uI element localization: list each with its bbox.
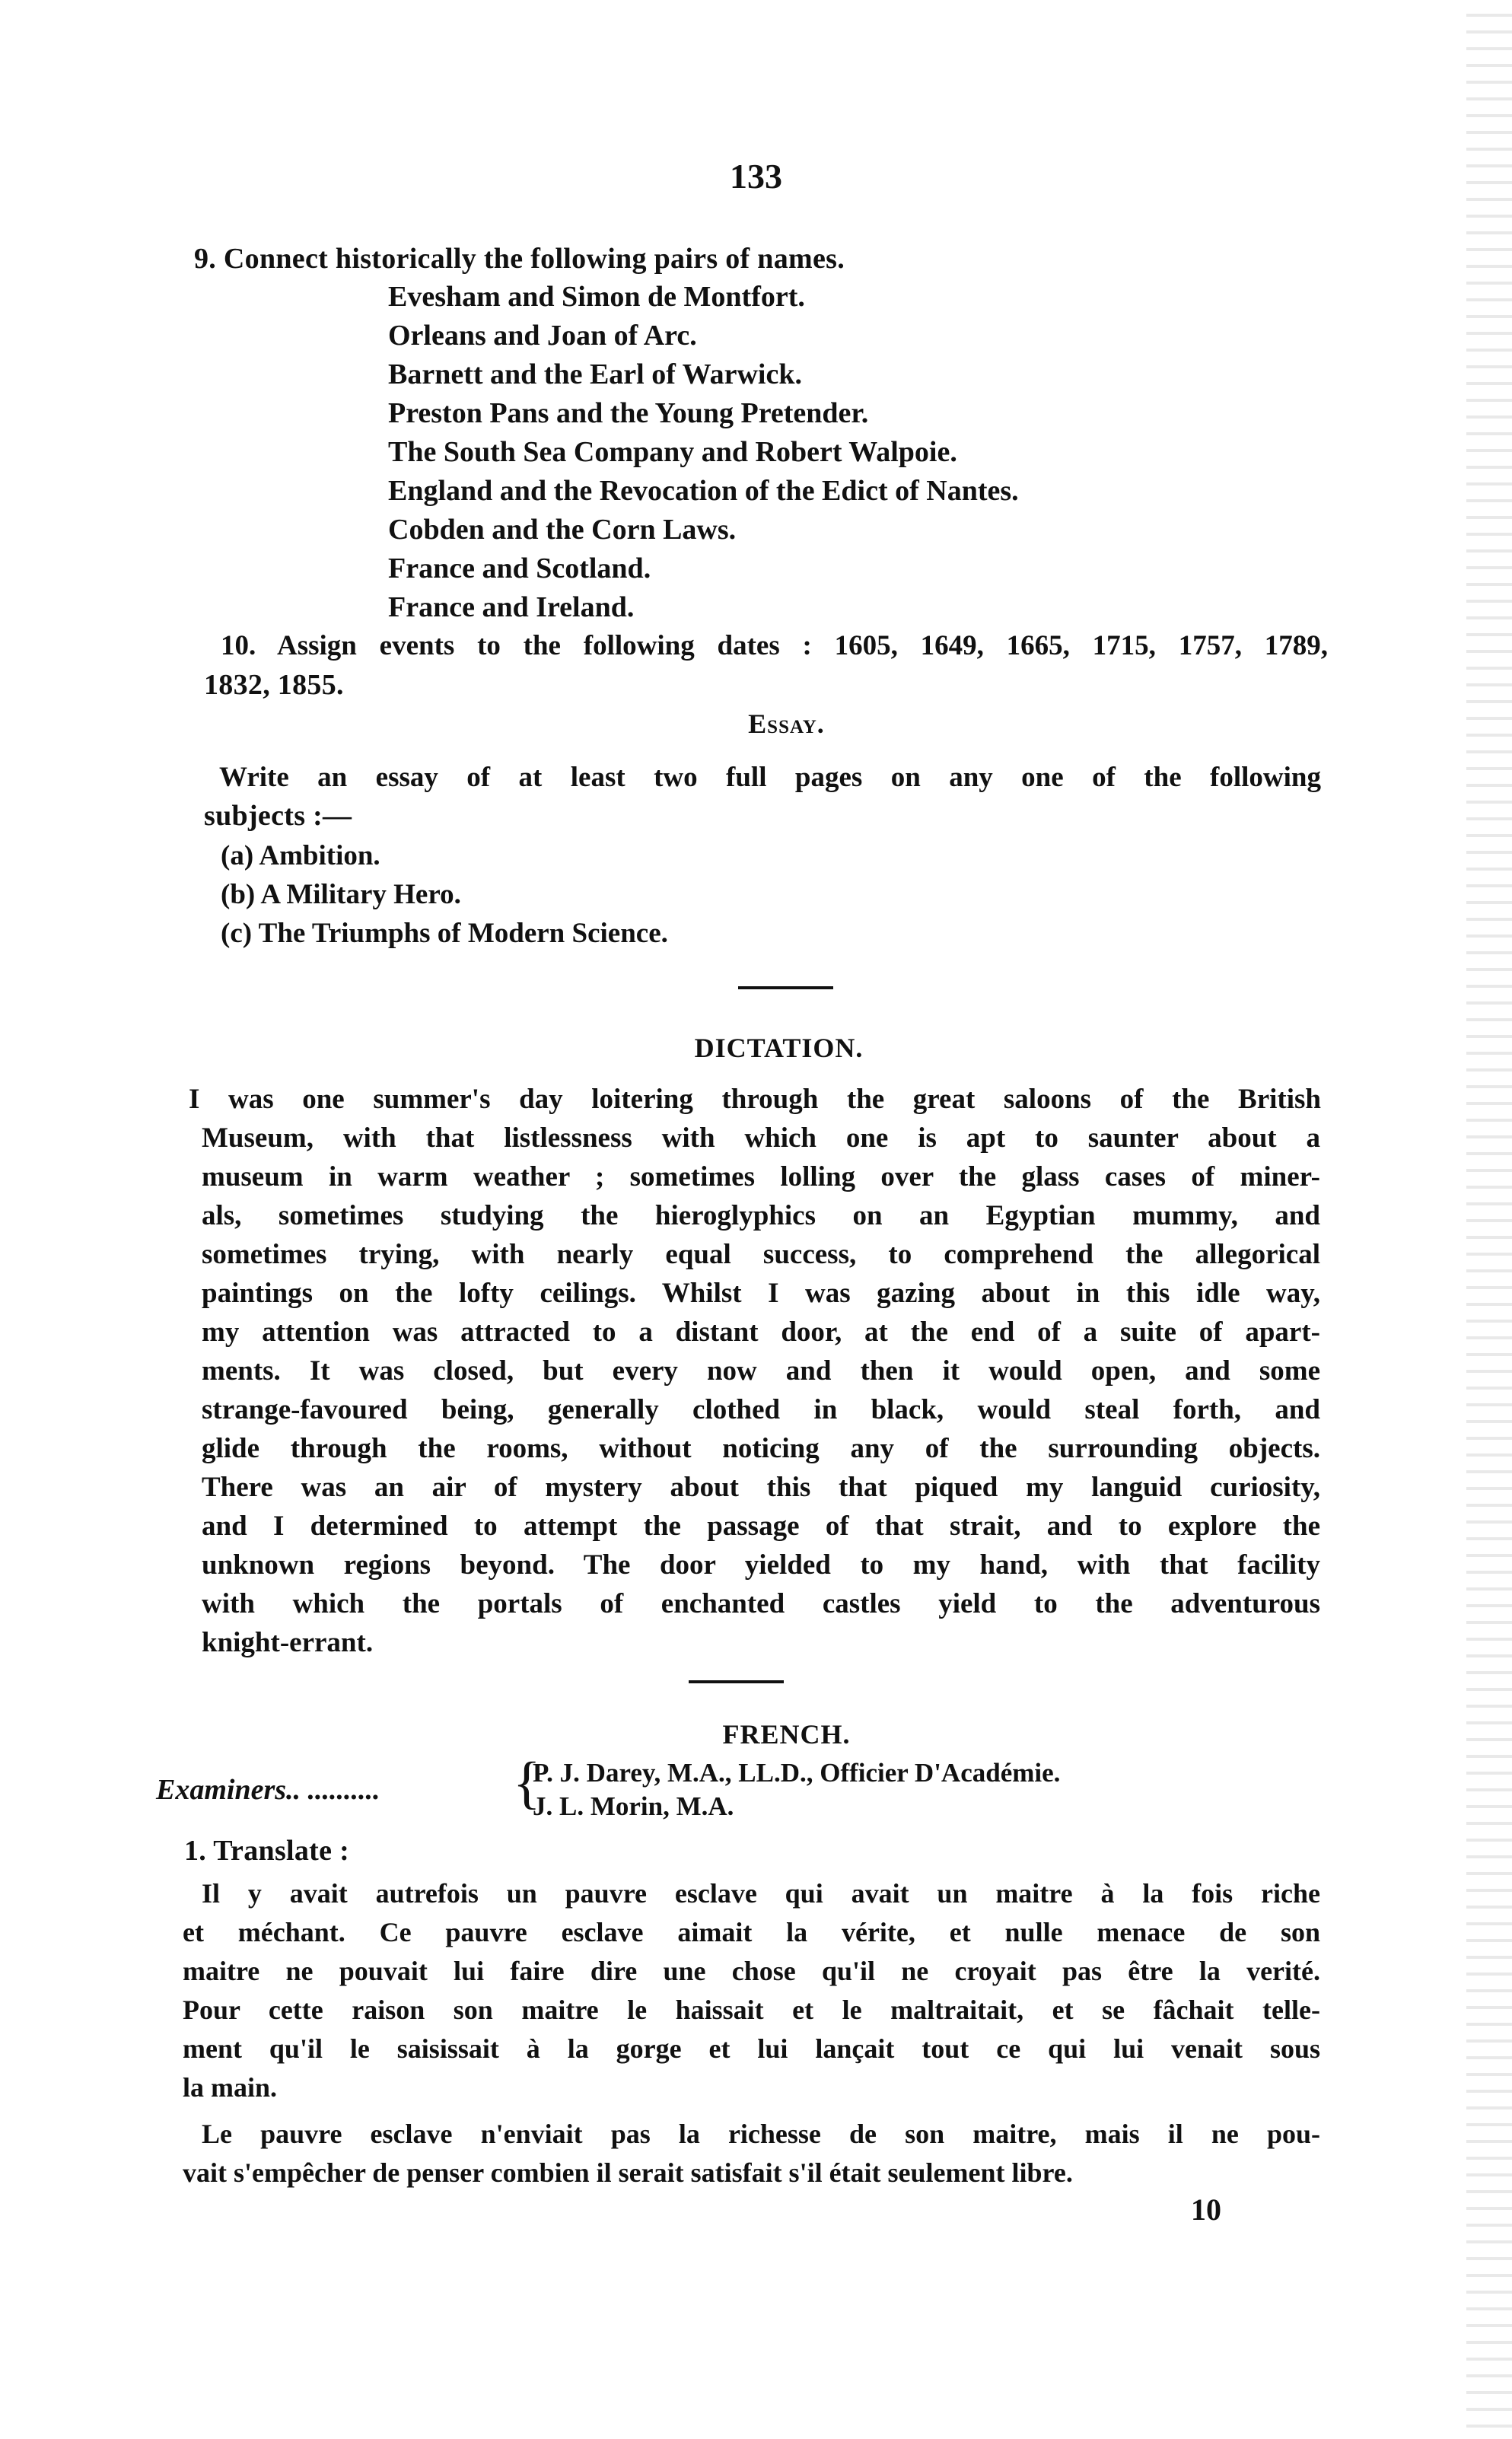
- pair-item: England and the Revocation of the Edict of Nantes.: [388, 475, 1019, 507]
- signature-mark: 10: [1191, 2192, 1221, 2227]
- pair-item: The South Sea Company and Robert Walpoie.: [388, 436, 957, 468]
- question-9-label: 9. Connect historically the following pairs of names.: [194, 243, 845, 275]
- dictation-line: my attention was attracted to a distant door, at the end of a suite of apart-: [202, 1317, 1320, 1348]
- dictation-line: strange-favoured being, generally clothed in black, would steal forth, and: [202, 1394, 1320, 1425]
- page-number: 133: [730, 157, 782, 196]
- examiner-name: J. L. Morin, M.A.: [533, 1791, 734, 1821]
- french-line: Il y avait autrefois un pauvre esclave qui avait un maitre à la fois riche: [202, 1878, 1320, 1909]
- dictation-line: unknown regions beyond. The door yielded to my hand, with that facility: [202, 1549, 1320, 1581]
- pair-item: Cobden and the Corn Laws.: [388, 514, 737, 546]
- dictation-line: sometimes trying, with nearly equal success, to comprehend the allegorical: [202, 1239, 1320, 1270]
- french-line: Pour cette raison son maitre le haissait et le maltraitait, et se fâchait telle-: [183, 1995, 1320, 2025]
- dictation-line: ments. It was closed, but every now and then it would open, and some: [202, 1355, 1320, 1387]
- question-10-line1: 10. Assign events to the following dates : 1605, 1649, 1665, 1715, 1757, 1789,: [221, 630, 1328, 661]
- french-line: ment qu'il le saisissait à la gorge et lui lançait tout ce qui lui venait sous: [183, 2033, 1320, 2064]
- section-divider: [689, 1680, 784, 1683]
- essay-subject: (a) Ambition.: [221, 840, 380, 871]
- pair-item: Evesham and Simon de Montfort.: [388, 281, 805, 313]
- essay-instruction-line1: Write an essay of at least two full pages on any one of the following: [219, 762, 1321, 793]
- french-line: la main.: [183, 2072, 278, 2103]
- dictation-line: paintings on the lofty ceilings. Whilst I was gazing about in this idle way,: [202, 1278, 1320, 1309]
- section-divider: [738, 986, 833, 989]
- dictation-line: I was one summer's day loitering through the great saloons of the British: [189, 1084, 1321, 1115]
- french-line: vait s'empêcher de penser combien il serait satisfait s'il était seulement libre.: [183, 2157, 1073, 2188]
- dictation-line: with which the portals of enchanted castles yield to the adventurous: [202, 1588, 1320, 1619]
- dictation-line: Museum, with that listlessness with which one is apt to saunter about a: [202, 1122, 1320, 1154]
- dictation-line: There was an air of mystery about this that piqued my languid curiosity,: [202, 1472, 1320, 1503]
- pair-item: Orleans and Joan of Arc.: [388, 320, 697, 352]
- dictation-line: glide through the rooms, without noticing any of the surrounding objects.: [202, 1433, 1320, 1464]
- brace-mark: {: [513, 1751, 541, 1815]
- french-line: et méchant. Ce pauvre esclave aimait la vérite, et nulle menace de son: [183, 1917, 1320, 1947]
- essay-subject: (b) A Military Hero.: [221, 879, 461, 910]
- dictation-line: als, sometimes studying the hieroglyphics on an Egyptian mummy, and: [202, 1200, 1320, 1231]
- translate-label: 1. Translate :: [184, 1835, 350, 1867]
- pair-item: France and Scotland.: [388, 552, 651, 584]
- pair-item: Preston Pans and the Young Pretender.: [388, 397, 869, 429]
- scan-edge-shadow: [1466, 0, 1512, 2439]
- examiner-name: P. J. Darey, M.A., LL.D., Officier D'Académie.: [533, 1758, 1061, 1788]
- french-line: Le pauvre esclave n'enviait pas la richesse de son maitre, mais il ne pou-: [202, 2119, 1320, 2149]
- dictation-heading: DICTATION.: [694, 1033, 864, 1063]
- french-heading: FRENCH.: [722, 1719, 851, 1750]
- dictation-line: and I determined to attempt the passage of that strait, and to explore the: [202, 1511, 1320, 1542]
- french-line: maitre ne pouvait lui faire dire une chose qu'il ne croyait pas être la verité.: [183, 1956, 1320, 1986]
- question-10-line2: 1832, 1855.: [204, 669, 344, 701]
- dictation-line: museum in warm weather ; sometimes lolling over the glass cases of miner-: [202, 1161, 1320, 1192]
- dictation-line: knight-errant.: [202, 1627, 374, 1658]
- examiners-label: Examiners.. ..........: [156, 1774, 380, 1806]
- pair-item: France and Ireland.: [388, 591, 635, 623]
- essay-heading: Essay.: [748, 708, 825, 739]
- essay-subject: (c) The Triumphs of Modern Science.: [221, 918, 668, 949]
- essay-instruction-line2: subjects :—: [204, 800, 352, 832]
- pair-item: Barnett and the Earl of Warwick.: [388, 358, 802, 390]
